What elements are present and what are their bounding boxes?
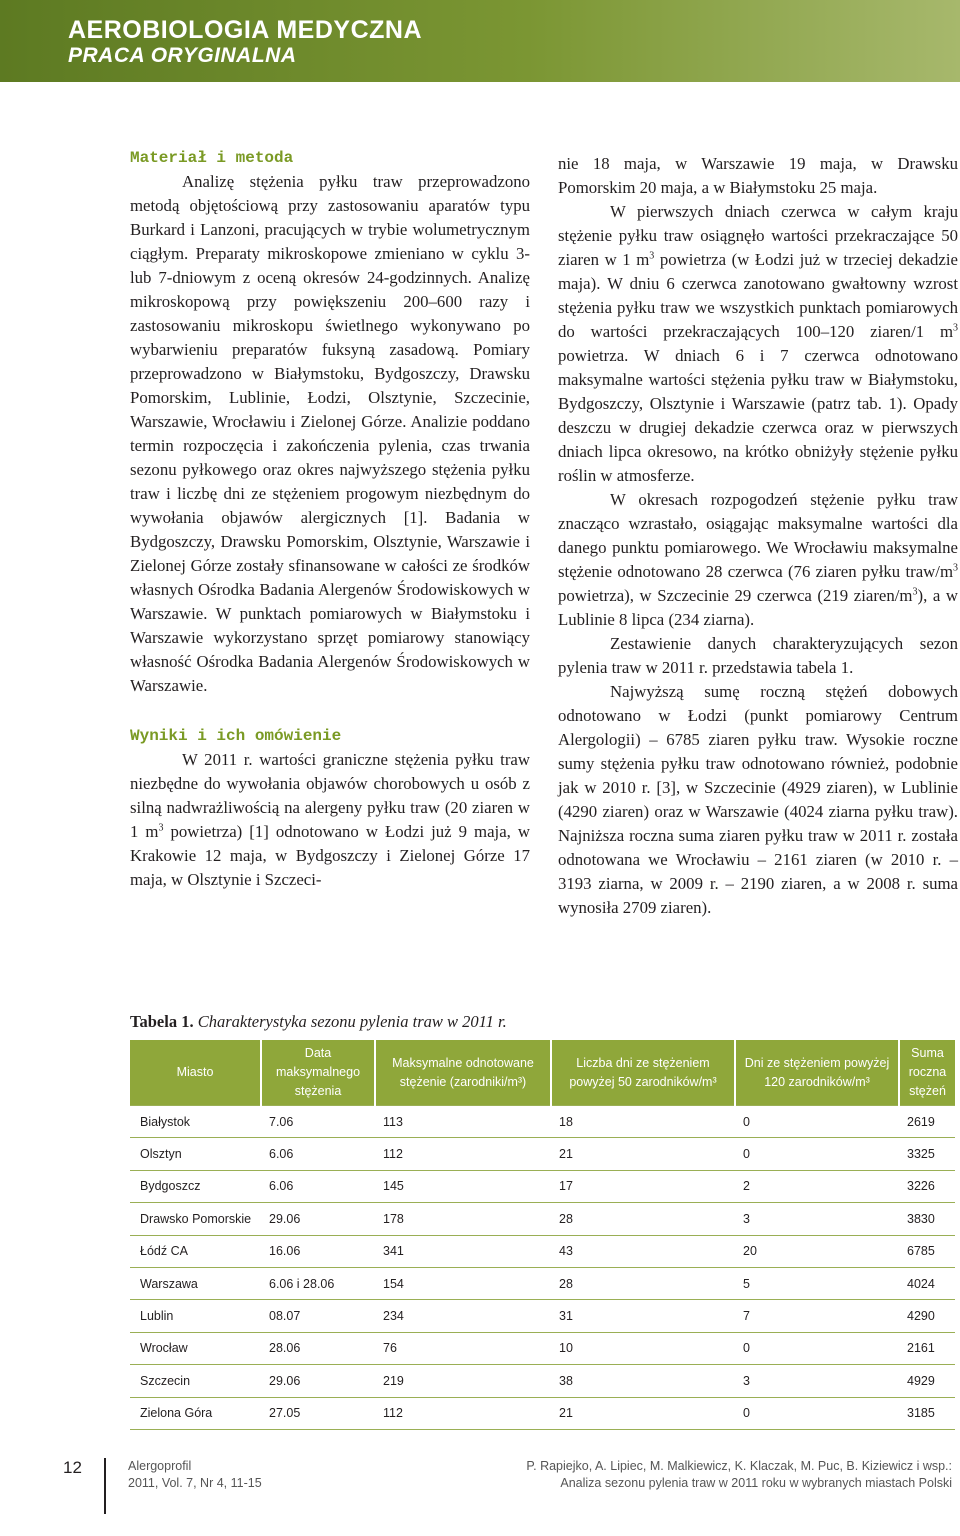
- table-cell: 28.06: [261, 1332, 375, 1364]
- table-cell: 10: [551, 1332, 735, 1364]
- table-cell: 4929: [899, 1365, 955, 1397]
- table-1: [130, 1012, 955, 1430]
- table-cell: 3325: [899, 1138, 955, 1170]
- table-cell: Białystok: [130, 1106, 261, 1138]
- table-cell: Warszawa: [130, 1267, 261, 1299]
- table-row: [130, 1235, 955, 1267]
- table-cell: 2619: [899, 1106, 955, 1138]
- table-cell: 0: [735, 1106, 899, 1138]
- table-cell: 21: [551, 1397, 735, 1429]
- left-column: [130, 146, 530, 892]
- journal-section-title: AEROBIOLOGIA MEDYCZNA: [68, 16, 423, 44]
- table-cell: 3226: [899, 1170, 955, 1202]
- section-heading-results: Wyniki i ich omówienie: [130, 727, 342, 745]
- table-cell: 3185: [899, 1397, 955, 1429]
- results-paragraph-continued: nie 18 maja, w Warszawie 19 maja, w Drawsku Pomorskim 20 maja, a w Białymstoku 25 maja.: [558, 154, 958, 197]
- table-caption-text: Charakterystyka sezonu pylenia traw w 2011 r.: [197, 1012, 507, 1031]
- table-header-cell: Liczba dni ze stężeniem powyżej 50 zarodników/m³: [551, 1040, 735, 1106]
- table-cell: 178: [375, 1203, 551, 1235]
- table-cell: 31: [551, 1300, 735, 1332]
- right-column: [558, 152, 958, 920]
- table-cell: 0: [735, 1332, 899, 1364]
- table-cell: 16.06: [261, 1235, 375, 1267]
- table-cell: 08.07: [261, 1300, 375, 1332]
- table-cell: 17: [551, 1170, 735, 1202]
- methods-paragraph: Analizę stężenia pyłku traw przeprowadzono metodą objętościową przy zastosowaniu aparatów typu Burkard i Lanzoni, pracujących w trybie wolumetrycznym ciągłym. Preparaty mikroskopowe zmieniano w cyklu 3- lub 7-dniowym z oceną okresów 24-godzinnych. Analizę mikroskopową przy powiększeniu 200–600 razy i zastosowaniu mikroskopu świetlnego wykonywano po wybarwieniu preparatów fuksyną zasadową. Pomiary przeprowadzono w Białymstoku, Bydgoszczy, Drawsku Pomorskim, Lublinie, Łodzi, Olsztynie, Szczecinie, Warszawie, Wrocławiu i Zielonej Górze. Analizie poddano termin rozpoczęcia i zakończenia pylenia, czas trwania sezonu pyłkowego oraz okres najwyższego stężenia pyłku traw i liczbę dni ze stężeniem progowym niezbędnym do wywołania objawów alergicznych [1]. Badania w Bydgoszczy, Drawsku Pomorskim, Olsztynie, Warszawie i Zielonej Górze zostały sfinansowane w całości ze środków własnych Ośrodka Badania Alergenów Środowiskowych w Warszawie. W punktach pomiarowych w Białymstoku i Warszawie wykorzystano sprzęt pomiarowy stanowiący własność Ośrodka Badania Alergenów Środowiskowych w Warszawie.: [130, 172, 530, 695]
- table-cell: 112: [375, 1397, 551, 1429]
- table-cell: Olsztyn: [130, 1138, 261, 1170]
- table-cell: Szczecin: [130, 1365, 261, 1397]
- table-cell: 18: [551, 1106, 735, 1138]
- journal-banner: [0, 0, 960, 82]
- table-cell: 4024: [899, 1267, 955, 1299]
- table-cell: 3830: [899, 1203, 955, 1235]
- table-cell: 7: [735, 1300, 899, 1332]
- results-paragraph-2: W pierwszych dniach czerwca w całym kraju stężenie pyłku traw osiągnęło wartości przekraczające 50 ziaren w 1 $m^3$ powietrza (w Łodzi już w trzeciej dekadzie maja). W dniu 6 czerwca zanotowano gwałtowny wzrost stężenia pyłku traw we wszystkich punktach pomiarowych do wartości przekraczających 100–120 ziaren/1 $m^3$ powietrza. W dniach 6 i 7 czerwca odnotowano maksymalne wartości stężenia pyłku traw w Białymstoku, Bydgoszczy, Olsztynie i Warszawie (patrz tab. 1). Opady deszczu w drugiej dekadzie czerwca oraz w pierwszych dniach lipca okresowo, na krótko obniżyły stężenie pyłku roślin w atmosferze.: [558, 202, 958, 485]
- table-cell: 5: [735, 1267, 899, 1299]
- journal-citation: [128, 1458, 262, 1492]
- table-row: [130, 1300, 955, 1332]
- table-header-row: [130, 1040, 955, 1106]
- table-cell: Bydgoszcz: [130, 1170, 261, 1202]
- table-cell: Wrocław: [130, 1332, 261, 1364]
- table-cell: 3: [735, 1203, 899, 1235]
- table-cell: 0: [735, 1138, 899, 1170]
- table-header-cell: Miasto: [130, 1040, 261, 1106]
- results-paragraph-3: W okresach rozpogodzeń stężenie pyłku traw znacząco wzrastało, osiągając maksymalne wartości dla danego punktu pomiarowego. We Wrocławiu maksymalne stężenie odnotowano 28 czerwca (76 ziaren pyłku traw/$m^3$ powietrza), w Szczecinie 29 czerwca (219 ziaren/$m^3$), a w Lublinie 8 lipca (234 ziarna).: [558, 490, 958, 629]
- table-cell: 29.06: [261, 1203, 375, 1235]
- table-cell: 341: [375, 1235, 551, 1267]
- table-cell: 6.06 i 28.06: [261, 1267, 375, 1299]
- table-cell: 112: [375, 1138, 551, 1170]
- table-cell: 2161: [899, 1332, 955, 1364]
- results-paragraph-5: Najwyższą sumę roczną stężeń dobowych odnotowano w Łodzi (punkt pomiarowy Centrum Alergologii) – 6785 ziaren pyłku traw. Wysokie roczne sumy stężenia pyłku traw odnotowano również, podobnie jak w 2010 r. [3], w Szczecinie (4929 ziaren), w Lublinie (4290 ziaren) oraz w Warszawie (4024 ziarna pyłku traw). Najniższa roczna suma ziaren pyłku traw w 2011 r. została odnotowana we Wrocławiu – 2161 ziaren (w 2010 r. – 3193 ziarna, w 2009 r. – 2190 ziaren, a w 2008 r. suma wynosiła 2709 ziaren).: [558, 682, 958, 917]
- journal-volume: 2011, Vol. 7, Nr 4, 11-15: [128, 1476, 262, 1490]
- table-caption: [130, 1012, 955, 1032]
- table-cell: Zielona Góra: [130, 1397, 261, 1429]
- results-paragraph-4: Zestawienie danych charakteryzujących sezon pylenia traw w 2011 r. przedstawia tabela 1.: [558, 634, 958, 677]
- table-cell: 6785: [899, 1235, 955, 1267]
- pollen-season-table: [130, 1040, 955, 1430]
- table-row: [130, 1203, 955, 1235]
- table-row: [130, 1365, 955, 1397]
- section-heading-methods: Materiał i metoda: [130, 149, 294, 167]
- table-cell: 38: [551, 1365, 735, 1397]
- table-caption-label: Tabela 1.: [130, 1012, 194, 1031]
- table-header-cell: Dni ze stężeniem powyżej 120 zarodników/m³: [735, 1040, 899, 1106]
- table-cell: 43: [551, 1235, 735, 1267]
- table-header-cell: Suma rocznа stężeń: [899, 1040, 955, 1106]
- table-cell: 29.06: [261, 1365, 375, 1397]
- table-cell: 28: [551, 1267, 735, 1299]
- article-title: Analiza sezonu pylenia traw w 2011 roku w wybranych miastach Polski: [560, 1476, 952, 1490]
- table-header-cell: Data maksymalnego stężenia: [261, 1040, 375, 1106]
- table-cell: 21: [551, 1138, 735, 1170]
- table-cell: Lublin: [130, 1300, 261, 1332]
- table-cell: 145: [375, 1170, 551, 1202]
- table-cell: Łódź CA: [130, 1235, 261, 1267]
- table-cell: 3: [735, 1365, 899, 1397]
- table-cell: 28: [551, 1203, 735, 1235]
- results-paragraph-1: W 2011 r. wartości graniczne stężenia pyłku traw niezbędne do wywołania objawów chorobowych u osób z silną nadwrażliwością na alergeny pyłku traw (20 ziaren w 1 $m^3$ powietrza) [1] odnotowano w Łodzi już 9 maja, w Krakowie 12 maja, w Bydgoszczy i Zielonej Górze 17 maja, w Olsztynie i Szczeci-: [130, 750, 530, 889]
- table-cell: 2: [735, 1170, 899, 1202]
- table-cell: 6.06: [261, 1138, 375, 1170]
- table-cell: 76: [375, 1332, 551, 1364]
- table-cell: 113: [375, 1106, 551, 1138]
- page-footer: [0, 1458, 960, 1518]
- authors-list: P. Rapiejko, A. Lipiec, M. Malkiewicz, K. Klaczak, M. Puc, B. Kiziewicz i wsp.:: [526, 1459, 952, 1473]
- table-cell: 27.05: [261, 1397, 375, 1429]
- table-cell: 4290: [899, 1300, 955, 1332]
- table-cell: 154: [375, 1267, 551, 1299]
- table-header-cell: Maksymalne odnotowane stężenie (zarodniki/m³): [375, 1040, 551, 1106]
- table-cell: 219: [375, 1365, 551, 1397]
- table-cell: 7.06: [261, 1106, 375, 1138]
- article-citation: [526, 1458, 952, 1492]
- table-row: [130, 1267, 955, 1299]
- table-cell: 6.06: [261, 1170, 375, 1202]
- page-number: 12: [63, 1458, 82, 1477]
- journal-name: Alergoprofil: [128, 1459, 192, 1473]
- table-row: [130, 1397, 955, 1429]
- table-row: [130, 1332, 955, 1364]
- table-row: [130, 1170, 955, 1202]
- table-row: [130, 1138, 955, 1170]
- footer-divider: [104, 1458, 106, 1514]
- table-cell: 20: [735, 1235, 899, 1267]
- table-cell: Drawsko Pomorskie: [130, 1203, 261, 1235]
- article-type-label: PRACA ORYGINALNA: [68, 44, 297, 67]
- table-row: [130, 1106, 955, 1138]
- table-cell: 0: [735, 1397, 899, 1429]
- table-cell: 234: [375, 1300, 551, 1332]
